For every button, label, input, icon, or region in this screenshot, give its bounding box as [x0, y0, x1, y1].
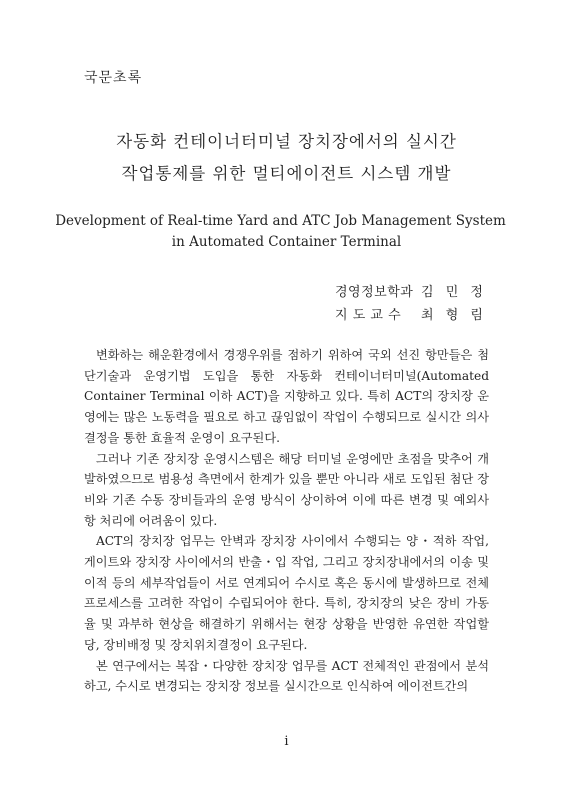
korean-title-line-2: 작업통제를 위한 멀티에이전트 시스템 개발	[121, 164, 452, 183]
advisor-role: 지 도 교 수	[335, 308, 402, 323]
page-number: i	[284, 734, 289, 749]
advisor-name: 최 형 림	[421, 308, 487, 323]
english-title-line-1: Development of Real-time Yard and ATC Job Management System	[55, 213, 506, 229]
advisor-row	[335, 304, 485, 323]
abstract-paragraph: 변화하는 해운환경에서 경쟁우위를 점하기 위하여 국외 선진 항만들은 첨단기술과 운영기법 도입을 통한 자동화 컨테이너터미널(Automated Container Terminal 이하 ACT)을 지향하고 있다. 특히 ACT의 장치장 운영에는 많은 노동력을 필요로 하고 끊임없이 작업이 수행되므로 실시간 의사결정을 통한 효율적 운영이 요구된다.	[84, 348, 489, 445]
abstract-paragraph: 본 연구에서는 복잡・다양한 장치장 업무를 ACT 전체적인 관점에서 분석하고, 수시로 변경되는 장치장 정보를 실시간으로 인식하여 에이전트간의	[84, 658, 489, 694]
abstract-paragraph: ACT의 장치장 업무는 안벽과 장치장 사이에서 수행되는 양・적하 작업, 게이트와 장치장 사이에서의 반출・입 작업, 그리고 장치장내에서의 이송 및 이적 등의 세부작업들이 서로 연계되어 수시로 혹은 동시에 발생하므로 전체 프로세스를 고려한 작업이 수립되어야 한다. 특히, 장치장의 낮은 장비 가동율 및 과부하 현상을 해결하기 위해서는 현장 상황을 반영한 유연한 작업할당, 장비배정 및 장치위치결정이 요구된다.	[84, 534, 489, 652]
author-row	[335, 281, 485, 300]
author-name: 김 민 정	[421, 285, 487, 300]
english-title-line-2: in Automated Container Terminal	[171, 234, 402, 250]
abstract-paragraph: 그러나 기존 장치장 운영시스템은 해당 터미널 운영에만 초점을 맞추어 개발하였으므로 범용성 측면에서 한계가 있을 뿐만 아니라 새로 도입된 첨단 장비와 기존 수동 장비들과의 운영 방식이 상이하여 이에 따른 변경 및 예외사항 처리에 어려움이 있다.	[84, 451, 489, 528]
author-department: 경영정보학과	[335, 285, 414, 300]
korean-title-line-1: 자동화 컨테이너터미널 장치장에서의 실시간	[116, 132, 457, 151]
section-label: 국문초록	[84, 70, 143, 86]
abstract-body	[84, 345, 489, 697]
